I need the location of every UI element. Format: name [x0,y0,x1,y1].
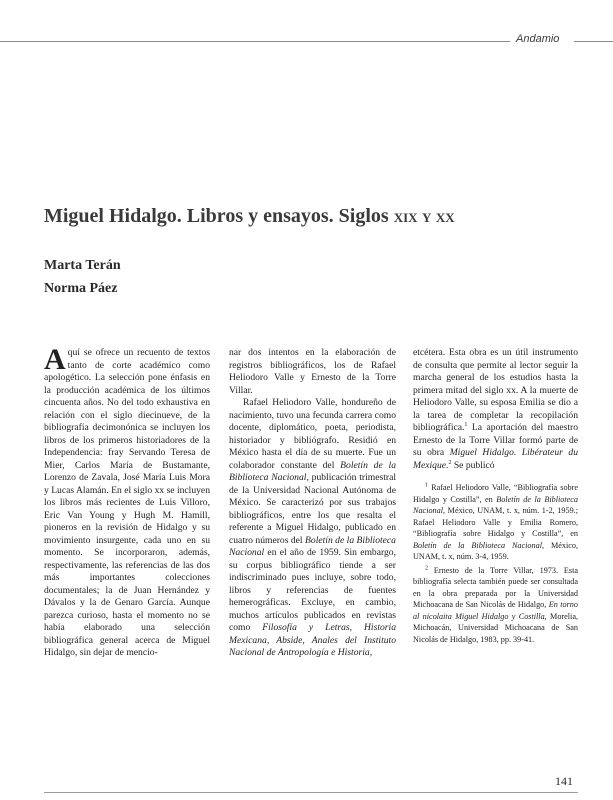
paragraph-2-text-e: en el año de 1959. Sin embargo, su corpus bibliográfico tiende a ser indiscriminado pues incluye, sobre todo, libros y referencias de fuentes hemerográficas. Excluye, en cambio, muchos artículos publicados en revistas como [229,547,396,633]
paragraph-2-continued [413,347,578,472]
footnote-1-text-c: , México, UNAM, t. x, núm. 1-2, 1959.; Rafael Heliodoro Valle y Emilia Romero, “Bibliografía sobre Hidalgo y Costilla”, en [413,506,578,538]
text-column-2 [229,347,396,660]
author-1: Marta Terán [44,258,121,273]
text-column-1 [44,343,210,660]
footnotes [413,482,578,645]
page-number: 141 [555,774,573,788]
paragraph-2-text-a: Rafael Heliodoro Valle, hondureño de nacimiento, tuvo una fecunda carrera como docente, diplomático, poeta, periodista, historiador y bibliógrafo. Residió en México hasta el día de su muerte. Fue un colaborador constante del [229,397,396,471]
title-main: Miguel Hidalgo. Libros y ensayos. Siglos [44,205,394,227]
book-title: Miguel Hidalgo. Libérateur du Mexique [413,447,578,471]
header-rule [0,41,510,42]
footnote-1-text-e: , México, UNAM, t. x, núm. 3-4, 1959. [413,540,578,561]
footnote-2-text-a: Ernesto de la Torre Villar, 1973. Esta bibliografía selecta también puede ser consultada en la obra preparada por la Universidad Michoacana de San Nicolás de Hidalgo, [413,565,578,609]
paragraph-2-text-j: . [446,459,449,471]
text-column-3 [413,347,578,647]
footnote-2 [413,565,578,646]
footnote-1-number: 1 [425,482,428,489]
article-title [44,205,455,228]
drop-cap: A [44,343,66,376]
footnote-2-text-c: , Morelia, Michoacán, Universidad Michoacana de San Nicolás de Hidalgo, 1983, pp. 39-41. [413,611,579,644]
paragraph-1-text: quí se ofrece un recuento de textos tanto de corte académico como apologético. La selección pone énfasis en la producción académica de los últimos cincuenta años. No del todo exhaustiva en relación con el siglo diecinueve, de la bibliografía decimonónica se incluyen los libros de los primeros historiadores de la Independencia: fray Servando Teresa de Mier, Carlos María de Bustamante, Lorenzo de Zavala, José María Luis Mora y Lucas Alamán. En el siglo xx se incluyen los libros más recientes de Luis Villoro, Eric Van Young y Hugh M. Hamill, pioneros en la revisión de Hidalgo y su movimiento insurgente, cada uno en su momento. Se incorporaron, además, respectivamente, las referencias de las dos más importantes colecciones documentales; la de Juan Hernández y Dávalos y la de Genaro García. Aunque parezca curioso, hasta el momento no se había elaborado una selección bibliográfica general acerca de Miguel Hidalgo, sin dejar de mencio- [44,347,210,658]
footnote-1 [413,482,578,563]
paragraph-2-text-g: etcétera. Esta obra es un útil instrumento de consulta que permite al lector seguir la marcha general de los estudios hasta la primera mitad del siglo xx. A la muerte de Heliodoro Valle, su esposa Emilia se dio a la tarea de completar la recopilación bibliográfica. [413,347,578,433]
paragraph-2-text-k: Se publicó [451,459,495,471]
footnote-ref-1: 1 [464,421,468,428]
journal-title-2: Boletín de la Biblioteca Nacional [229,534,396,558]
footnote-1-journal: Boletín de la Biblioteca Nacional [413,494,578,515]
paragraph-2-text-c: , publicación trimestral de la Universidad Nacional Autónoma de México. Se caracterizó por sus trabajos bibliográficos, entre los que resalta el referente a Miguel Hidalgo, publicado en cuatro números del [229,472,396,546]
journal-list: Filosofía y Letras, Historia Mexicana, Abside, Anales del Instituto Nacional de Antropología e Historia, [229,622,396,658]
footnote-1-text-a: Rafael Heliodoro Valle, “Bibliografía sobre Hidalgo y Costilla”, en [413,483,578,504]
author-2: Norma Páez [44,281,118,296]
footer-rule [44,792,578,793]
footnote-ref-2: 2 [448,459,452,466]
section-label: Andamio [516,33,560,45]
title-centuries: xix y xx [393,206,455,226]
paragraph-2-text-h: La aportación del maestro Ernesto de la Torre Villar formó parte de su obra [413,422,578,458]
footnote-1-journal-2: Boletín de la Biblioteca Nacional [413,540,542,550]
journal-title: Boletín de la Biblioteca Nacional [229,459,396,483]
footnote-2-book: En torno al nicolaita Miguel Hidalgo y Costilla [413,600,578,621]
paragraph-2 [229,397,396,660]
paragraph-1-continued: nar dos intentos en la elaboración de registros bibliográficos, los de Rafael Heliodoro Valle y Ernesto de la Torre Villar. [229,347,396,396]
paragraph-1 [44,343,210,660]
footnote-2-number: 2 [425,564,428,571]
header-rule-right [574,41,613,42]
